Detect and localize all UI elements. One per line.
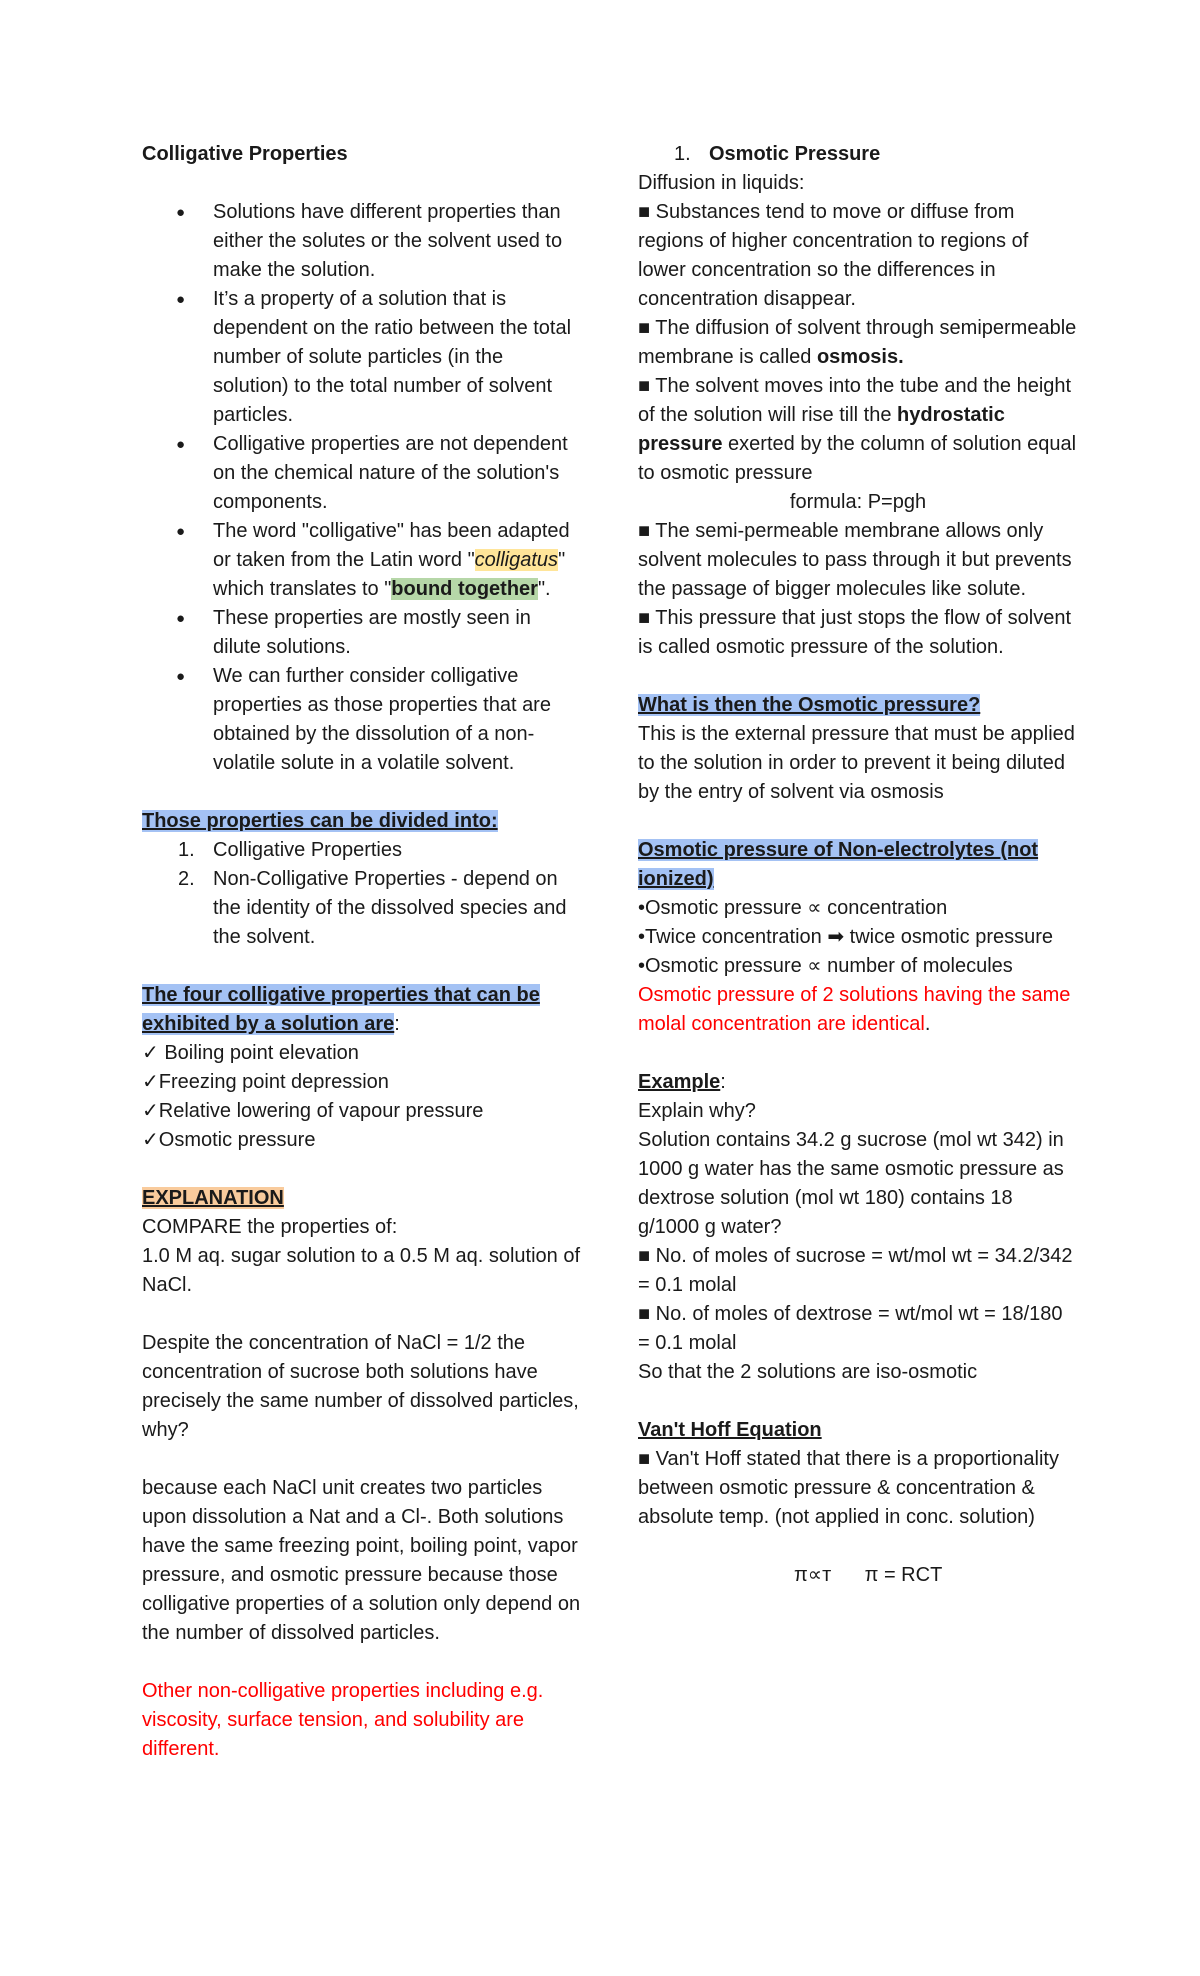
nonelec-item: •Osmotic pressure ∝ concentration (638, 897, 948, 919)
nonelec-note: Osmotic pressure of 2 solutions having the same molal concentration are identical. (638, 984, 1071, 1035)
check-item: ✓Osmotic pressure (142, 1129, 316, 1151)
divided-list (142, 836, 582, 952)
nonelectrolytes-heading: Osmotic pressure of Non-electrolytes (not ionized) (638, 839, 1039, 890)
osmotic-pressure-title: 1. Osmotic Pressure (674, 143, 881, 165)
check-item: ✓Freezing point depression (142, 1071, 389, 1093)
paragraph: ■ Substances tend to move or diffuse from regions of higher concentration to regions of lower concentration so the differences in concentration disappear. (638, 201, 1029, 310)
despite-paragraph: Despite the concentration of NaCl = 1/2 the concentration of sucrose both solutions have precisely the same number of dissolved particles, why? (142, 1332, 579, 1441)
nonelec-item: •Twice concentration ➡ twice osmotic pressure (638, 926, 1054, 948)
example-line: ■ No. of moles of dextrose = wt/mol wt = 18/180 = 0.1 molal (638, 1303, 1063, 1354)
diffusion-line: Diffusion in liquids: (638, 172, 805, 194)
explanation-line: COMPARE the properties of: (142, 1216, 398, 1238)
nonelec-item: •Osmotic pressure ∝ number of molecules (638, 955, 1013, 977)
right-column (638, 140, 1078, 1590)
example-line: Explain why? (638, 1100, 756, 1122)
bullet-item: ● These properties are mostly seen in dilute solutions. (142, 604, 582, 662)
check-item: ✓Relative lowering of vapour pressure (142, 1100, 484, 1122)
list-item: 2. Non-Colligative Properties - depend on the identity of the dissolved species and the solvent. (178, 868, 567, 948)
latin-post: ". (537, 578, 551, 600)
bullet-item-latin (142, 517, 582, 604)
four-properties-heading: The four colligative properties that can be exhibited by a solution are: (142, 984, 540, 1035)
what-heading: What is then the Osmotic pressure? (638, 694, 981, 716)
paragraph: ■ This pressure that just stops the flow of solvent is called osmotic pressure of the solution. (638, 607, 1072, 658)
example-line: ■ No. of moles of sucrose = wt/mol wt = 34.2/342 = 0.1 molal (638, 1245, 1073, 1296)
example-line: So that the 2 solutions are iso-osmotic (638, 1361, 978, 1383)
bullet-item: ● Colligative properties are not dependent on the chemical nature of the solution's components. (142, 430, 582, 517)
explanation-heading: EXPLANATION (142, 1187, 284, 1209)
vanthoff-formula: π∝т π = RCT (794, 1564, 943, 1586)
formula-line: formula: P=pgh (789, 491, 927, 513)
list-item: 1. Colligative Properties (178, 839, 402, 861)
latin-meaning: bound together (391, 578, 538, 600)
bullet-item: ● It’s a property of a solution that is dependent on the ratio between the total number of solute particles (in the solution) to the total number of solvent particles. (142, 285, 582, 430)
paragraph: ■ The solvent moves into the tube and the height of the solution will rise till the hydrostatic pressure exerted by the column of solution equal to osmotic pressure (638, 375, 1077, 484)
because-paragraph: because each NaCl unit creates two particles upon dissolution a Nat and a Cl-. Both solutions have the same freezing point, boiling point, vapor pressure, and osmotic pressure because those colligative properties of a solution only depend on the number of dissolved particles. (142, 1477, 581, 1644)
latin-pre: The word "colligative" has been adapted or taken from the Latin word " (213, 520, 570, 571)
latin-word: colligatus (474, 549, 559, 571)
page-title: Colligative Properties (142, 143, 348, 165)
bullet-item: ● We can further consider colligative properties as those properties that are obtained by the dissolution of a non-volatile solute in a volatile solvent. (142, 662, 582, 778)
intro-bullets (142, 198, 582, 778)
explanation-line: 1.0 M aq. sugar solution to a 0.5 M aq. solution of NaCl. (142, 1245, 581, 1296)
left-column (142, 140, 582, 1764)
example-line: Solution contains 34.2 g sucrose (mol wt 342) in 1000 g water has the same osmotic pressure as dextrose solution (mol wt 180) contains 18 g/1000 g water? (638, 1129, 1064, 1238)
latin-mid: " which translates to " (213, 549, 566, 600)
vanthoff-heading: Van't Hoff Equation (638, 1419, 822, 1441)
other-properties-note: Other non-colligative properties including e.g. viscosity, surface tension, and solubility are different. (142, 1680, 544, 1760)
bullet-item: ● Solutions have different properties than either the solutes or the solvent used to make the solution. (142, 198, 582, 285)
paragraph: ■ The diffusion of solvent through semipermeable membrane is called osmosis. (638, 317, 1077, 368)
paragraph: ■ The semi-permeable membrane allows only solvent molecules to pass through it but prevents the passage of bigger molecules like solute. (638, 520, 1072, 600)
check-item: ✓ Boiling point elevation (142, 1042, 359, 1064)
divided-heading: Those properties can be divided into: (142, 810, 498, 832)
what-text: This is the external pressure that must be applied to the solution in order to prevent it being diluted by the entry of solvent via osmosis (638, 723, 1075, 803)
example-heading: Example: (638, 1071, 726, 1093)
vanthoff-text: ■ Van't Hoff stated that there is a proportionality between osmotic pressure & concentration & absolute temp. (not applied in conc. solution) (638, 1448, 1059, 1528)
